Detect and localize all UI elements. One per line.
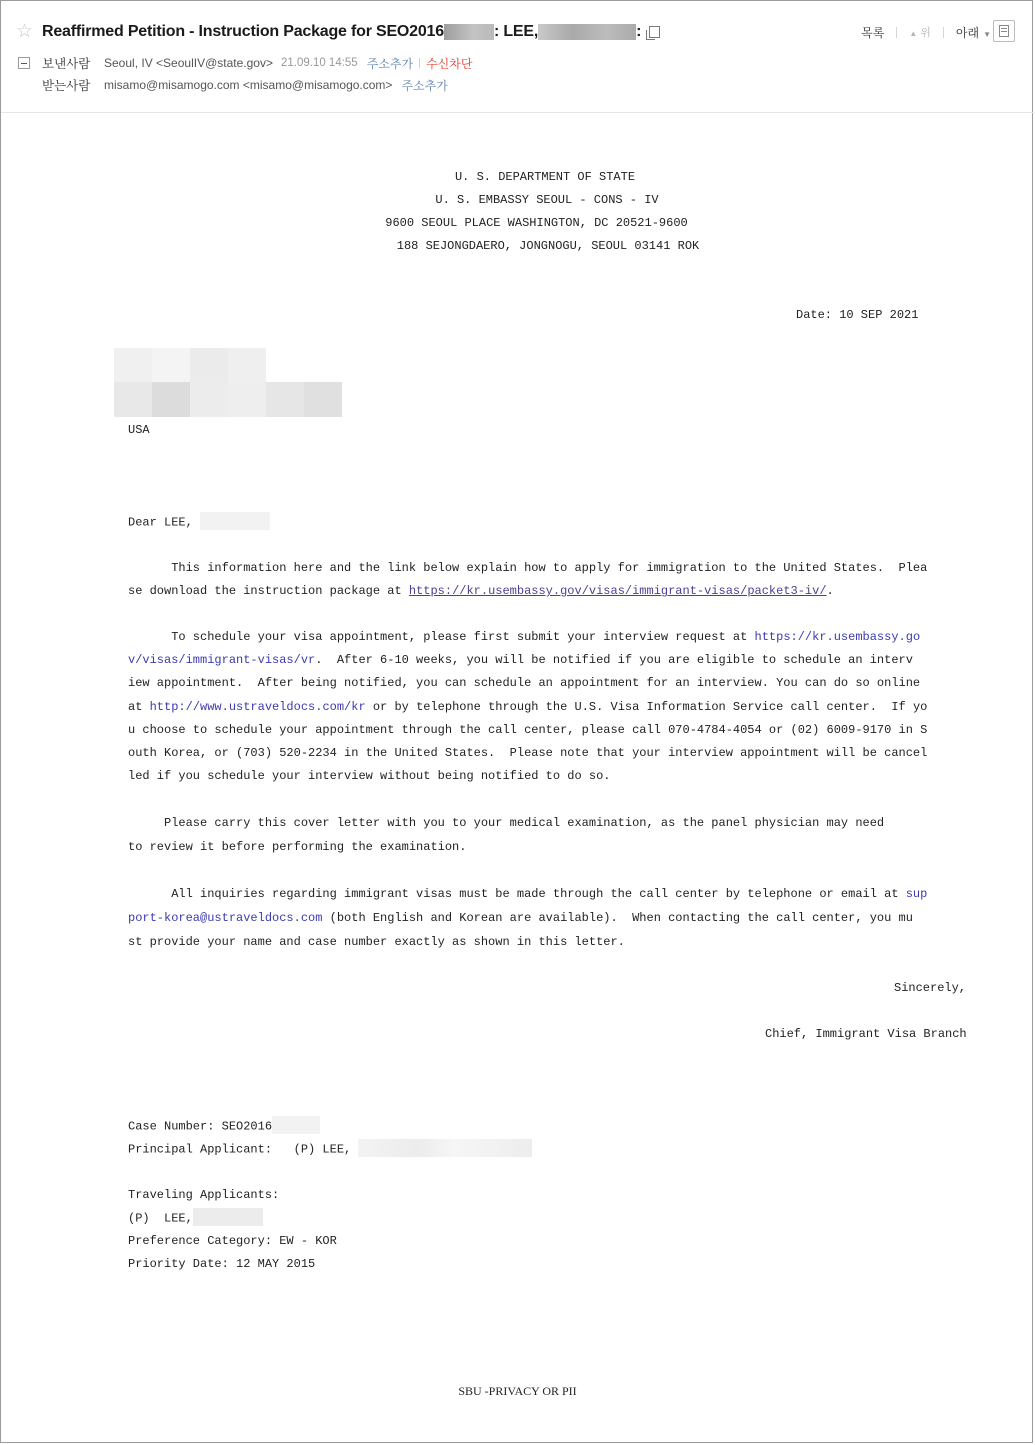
redacted-first-name (200, 512, 270, 530)
interview-request-link-start[interactable]: https://kr.usembassy.go (754, 630, 921, 644)
redacted-address (114, 348, 342, 417)
principal-applicant (128, 1142, 532, 1157)
up-button[interactable] (909, 24, 931, 40)
p2-line-3: iew appointment. After being notified, you can schedule an appointment for an interview. You can do so online (128, 676, 921, 691)
header-divider (1, 112, 1034, 113)
print-button[interactable] (993, 20, 1015, 42)
copy-icon[interactable] (649, 26, 660, 38)
subject-suffix: : (636, 23, 642, 40)
up-label: 위 (920, 27, 931, 39)
letter-date: Date: 10 SEP 2021 (796, 308, 919, 322)
salutation-text: Dear LEE, (128, 515, 193, 530)
p2-line-6: outh Korea, or (703) 520-2234 in the United States. Please note that your interview appointment will be cancel (128, 745, 928, 760)
toolbar-divider (896, 27, 897, 38)
privacy-footer: SBU -PRIVACY OR PII (458, 1384, 577, 1398)
case-number-text: Case Number: SEO2016 (128, 1119, 273, 1134)
closing: Sincerely, (894, 981, 967, 995)
up-arrow-icon: ▲ (909, 29, 918, 38)
letterhead-line-3: 9600 SEOUL PLACE WASHINGTON, DC 20521-9600 (385, 216, 688, 230)
salutation (128, 515, 270, 530)
principal-applicant-text: Principal Applicant: (P) LEE, (128, 1142, 352, 1157)
p2-text: . After 6-10 weeks, you will be notified if you are eligible to schedule an interv (315, 653, 913, 668)
p2-line-5: u choose to schedule your appointment through the call center, please call 070-4784-4054 or (02) 6009-9170 in S (128, 722, 928, 737)
collapse-icon[interactable] (18, 57, 30, 69)
p4-line-3: st provide your name and case number exactly as shown in this letter. (128, 935, 625, 949)
paragraph-2 (128, 630, 927, 792)
case-number (128, 1119, 320, 1134)
p4-line-1 (128, 887, 927, 911)
paragraph-4 (128, 887, 927, 958)
down-label: 아래 (955, 25, 980, 40)
add-address-link[interactable]: 주소추가 (366, 56, 414, 71)
paragraph-3 (128, 816, 884, 863)
redacted-name (538, 24, 636, 40)
support-email-link-start[interactable]: sup (905, 887, 928, 901)
p3-line-1: Please carry this cover letter with you to your medical examination, as the panel physician may need (128, 816, 885, 830)
ustraveldocs-link[interactable]: http://www.ustraveldocs.com/kr (149, 699, 366, 714)
traveling-applicant-text: (P) LEE, (128, 1211, 193, 1226)
p2-line-2 (128, 653, 927, 676)
p2-line-4 (128, 700, 927, 723)
sent-date: 21.09.10 14:55 (280, 57, 358, 69)
address-country: USA (128, 423, 150, 437)
interview-request-link-end[interactable]: v/visas/immigrant-visas/vr (128, 653, 316, 668)
recipient-label: 받는사람 (42, 79, 91, 93)
subject-mid: : LEE, (493, 23, 539, 40)
p2-line-1 (128, 630, 927, 653)
instruction-package-link[interactable]: https://kr.usembassy.gov/visas/immigrant-visas/packet3-iv/ (408, 584, 827, 599)
mail-subject (42, 21, 660, 43)
recipient-value[interactable]: misamo@misamogo.com <misamo@misamogo.com> (104, 78, 393, 92)
meta-divider (419, 58, 420, 68)
p2-text: at (128, 699, 150, 714)
add-address-link-2[interactable]: 주소추가 (401, 78, 448, 93)
block-sender-link[interactable]: 수신차단 (426, 56, 473, 71)
star-icon[interactable]: ☆ (16, 21, 34, 42)
sender-label: 보낸사람 (42, 57, 91, 71)
p4-text: All inquiries regarding immigrant visas must be made through the call center by telephone or email at (128, 887, 906, 901)
priority-date: Priority Date: 12 MAY 2015 (128, 1257, 316, 1271)
paragraph-1 (128, 561, 927, 607)
sender-row (42, 55, 472, 71)
list-button[interactable]: 목록 (861, 25, 885, 40)
p1-line-2 (128, 584, 927, 607)
traveling-applicant (128, 1211, 263, 1226)
print-icon (999, 25, 1009, 37)
p2-line-7: led if you schedule your interview without being notified to do so. (128, 769, 611, 784)
p4-text: (both English and Korean are available). When contacting the call center, you mu (322, 911, 913, 925)
p2-text: or by telephone through the U.S. Visa Information Service call center. If yo (365, 699, 928, 714)
preference-category: Preference Category: EW - KOR (128, 1234, 337, 1248)
chevron-down-icon: ▼ (983, 29, 991, 39)
redacted-case-digits (272, 1116, 320, 1134)
redacted-case-number (444, 24, 494, 40)
p1-text: se download the instruction package at (128, 584, 409, 599)
p1-line-1: This information here and the link below explain how to apply for immigration to the United States. Plea (128, 561, 928, 575)
signature: Chief, Immigrant Visa Branch (765, 1027, 967, 1041)
letterhead-line-4: 188 SEJONGDAERO, JONGNOGU, SEOUL 03141 ROK (396, 239, 700, 253)
p3-line-2: to review it before performing the examination. (128, 840, 467, 854)
toolbar-divider (943, 27, 944, 38)
letterhead-line-2: U. S. EMBASSY SEOUL - CONS - IV (435, 193, 659, 207)
redacted-traveler-name (193, 1208, 263, 1226)
mail-toolbar (861, 24, 991, 40)
sender-value[interactable]: Seoul, IV <SeoulIV@state.gov> (104, 56, 273, 70)
letterhead-line-1: U. S. DEPARTMENT OF STATE (454, 170, 636, 184)
down-button[interactable] (956, 24, 991, 41)
redacted-applicant-name (358, 1139, 532, 1157)
support-email-link-end[interactable]: port-korea@ustraveldocs.com (128, 911, 323, 925)
traveling-applicants-header: Traveling Applicants: (128, 1188, 280, 1202)
recipient-row (42, 77, 448, 93)
p1-text-end: . (826, 584, 834, 599)
p4-line-2 (128, 911, 927, 935)
p2-text: To schedule your visa appointment, please first submit your interview request at (128, 630, 755, 644)
subject-prefix: Reaffirmed Petition - Instruction Package for SEO2016 (42, 23, 444, 40)
